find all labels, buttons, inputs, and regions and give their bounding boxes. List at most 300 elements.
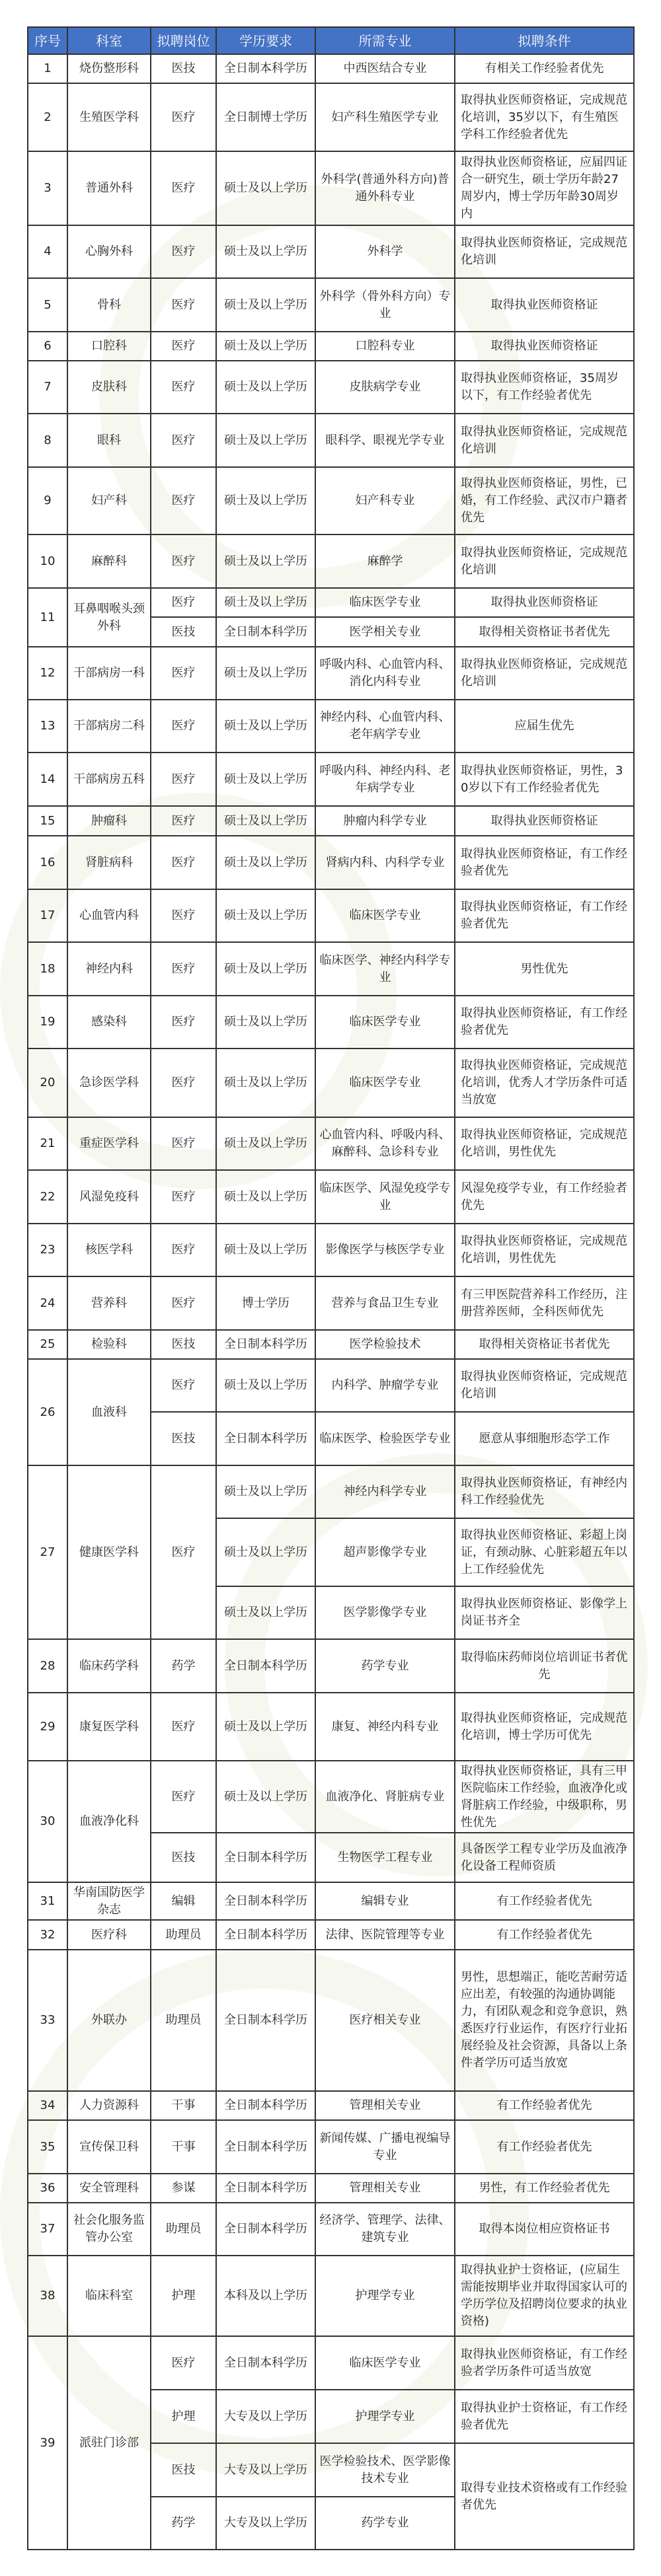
education-cell: 硕士及以上学历 [216,753,315,806]
education-cell: 大专及以上学历 [216,2497,315,2550]
department-name: 妇产科 [67,467,151,534]
education-cell: 硕士及以上学历 [216,1465,315,1518]
education-cell: 硕士及以上学历 [216,1117,315,1170]
table-row [28,1117,634,1170]
education-cell: 硕士及以上学历 [216,1693,315,1761]
major-cell: 医学检验技术 [315,1330,455,1359]
row-number: 28 [28,1639,67,1693]
major-cell: 护理学专业 [315,2256,455,2336]
row-number: 18 [28,942,67,996]
major-cell: 临床医学专业 [315,889,455,942]
major-cell: 临床医学、风湿免疫学专业 [315,1170,455,1224]
table-row [28,942,634,996]
row-number: 17 [28,889,67,942]
row-number: 11 [28,588,67,647]
table-row [28,2091,634,2120]
condition-cell: 取得执业医师资格证，完成规范化培训，男性优先 [455,1117,634,1170]
major-cell: 神经内科学专业 [315,1465,455,1518]
education-cell: 全日制博士学历 [216,83,315,151]
major-cell: 医学影像学专业 [315,1586,455,1639]
education-cell: 硕士及以上学历 [216,1170,315,1224]
education-cell: 硕士及以上学历 [216,1224,315,1276]
education-cell: 硕士及以上学历 [216,647,315,700]
row-number: 8 [28,414,67,467]
row-number: 27 [28,1465,67,1639]
condition-cell: 愿意从事细胞形态学工作 [455,1412,634,1465]
table-row [28,1465,634,1518]
condition-cell: 取得本岗位相应资格证书 [455,2203,634,2256]
position-cell: 医疗 [151,151,216,225]
major-cell: 康复、神经内科专业 [315,1693,455,1761]
table-row [28,836,634,889]
table-header-row [28,27,634,54]
table-row [28,332,634,361]
table-row [28,225,634,278]
major-cell: 影像医学与核医学专业 [315,1224,455,1276]
education-cell: 硕士及以上学历 [216,1359,315,1412]
education-cell: 硕士及以上学历 [216,467,315,534]
row-number: 15 [28,806,67,836]
condition-cell: 取得执业医师资格证，男性，已婚，有工作经验、武汉市户籍者优先 [455,467,634,534]
position-cell: 医疗 [151,83,216,151]
education-cell: 本科及以上学历 [216,2256,315,2336]
education-cell: 硕士及以上学历 [216,1761,315,1833]
condition-cell: 取得执业医师资格证 [455,332,634,361]
condition-cell: 取得专业技术资格或有工作经验者优先 [455,2443,634,2550]
education-cell: 硕士及以上学历 [216,361,315,414]
education-cell: 全日制本科学历 [216,1412,315,1465]
table-row [28,1920,634,1950]
position-cell: 药学 [151,1639,216,1693]
table-row [28,361,634,414]
major-cell: 编辑专业 [315,1882,455,1920]
major-cell: 外科学 [315,225,455,278]
condition-cell: 男性，思想端正，能吃苦耐劳适应出差，有较强的沟通协调能力，有团队观念和竞争意识，熟悉医疗行业运作，有医疗行业拓展经验及社会资源，具备以上条件者学历可适当放宽 [455,1950,634,2091]
position-cell: 干事 [151,2091,216,2120]
education-cell: 全日制本科学历 [216,617,315,647]
department-name: 干部病房一科 [67,647,151,700]
position-cell: 医疗 [151,836,216,889]
department-name: 感染科 [67,996,151,1049]
table-row [28,1761,634,1833]
major-cell: 呼吸内科、神经内科、老年病学专业 [315,753,455,806]
major-cell: 临床医学、检验医学专业 [315,1412,455,1465]
position-cell: 医技 [151,1833,216,1882]
major-cell: 生物医学工程专业 [315,1833,455,1882]
major-cell: 医疗相关专业 [315,1950,455,2091]
row-number: 19 [28,996,67,1049]
position-cell: 助理员 [151,1950,216,2091]
position-cell: 医疗 [151,942,216,996]
condition-cell: 取得执业医师资格证，有工作经验者优先 [455,889,634,942]
education-cell: 硕士及以上学历 [216,1586,315,1639]
education-cell: 全日制本科学历 [216,2120,315,2174]
position-cell: 医疗 [151,996,216,1049]
condition-cell: 有工作经验者优先 [455,2091,634,2120]
condition-cell: 取得执业医师资格证，有神经内科工作经验优先 [455,1465,634,1518]
education-cell: 全日制本科学历 [216,1330,315,1359]
row-number: 10 [28,534,67,588]
major-cell: 肿瘤内科学专业 [315,806,455,836]
department-name: 派驻门诊部 [67,2336,151,2550]
condition-cell: 有工作经验者优先 [455,1882,634,1920]
row-number: 37 [28,2203,67,2256]
condition-cell: 取得执业医师资格证，完成规范化培训 [455,414,634,467]
row-number: 3 [28,151,67,225]
department-name: 普通外科 [67,151,151,225]
department-name: 健康医学科 [67,1465,151,1639]
position-cell: 参谋 [151,2174,216,2203]
major-cell: 超声影像学专业 [315,1518,455,1586]
row-number: 5 [28,278,67,332]
position-cell: 药学 [151,2497,216,2550]
education-cell: 全日制本科学历 [216,2174,315,2203]
education-cell: 硕士及以上学历 [216,588,315,617]
position-cell: 医疗 [151,361,216,414]
major-cell: 眼科学、眼视光学专业 [315,414,455,467]
condition-cell: 取得执业医师资格证，完成规范化培训 [455,1359,634,1412]
education-cell: 博士学历 [216,1276,315,1330]
education-cell: 全日制本科学历 [216,54,315,83]
condition-cell: 有工作经验者优先 [455,1920,634,1950]
row-number: 34 [28,2091,67,2120]
major-cell: 妇产科生殖医学专业 [315,83,455,151]
position-cell: 助理员 [151,1920,216,1950]
table-row [28,889,634,942]
condition-cell: 有工作经验者优先 [455,2120,634,2174]
position-cell: 医疗 [151,647,216,700]
department-name: 心血管内科 [67,889,151,942]
major-cell: 经济学、管理学、法律、建筑专业 [315,2203,455,2256]
recruitment-table [27,26,635,2550]
row-number: 4 [28,225,67,278]
department-name: 眼科 [67,414,151,467]
education-cell: 大专及以上学历 [216,2443,315,2497]
major-cell: 新闻传媒、广播电视编导专业 [315,2120,455,2174]
condition-cell: 取得执业医师资格证，具有三甲医院临床工作经验，血液净化或肾脏病工作经验，中级职称，男性优先 [455,1761,634,1833]
department-name: 外联办 [67,1950,151,2091]
major-cell: 护理学专业 [315,2390,455,2443]
major-cell: 中西医结合专业 [315,54,455,83]
education-cell: 全日制本科学历 [216,1639,315,1693]
major-cell: 管理相关专业 [315,2174,455,2203]
condition-cell: 取得执业医师资格证，完成规范化培训 [455,534,634,588]
position-cell: 编辑 [151,1882,216,1920]
position-cell: 医疗 [151,534,216,588]
major-cell: 心血管内科、呼吸内科、麻醉科、急诊科专业 [315,1117,455,1170]
position-cell: 医疗 [151,1224,216,1276]
header-no: 序号 [28,27,67,54]
position-cell: 医疗 [151,1359,216,1412]
major-cell: 内科学、肿瘤学专业 [315,1359,455,1412]
education-cell: 硕士及以上学历 [216,996,315,1049]
position-cell: 医疗 [151,1049,216,1117]
table-row [28,996,634,1049]
table-row [28,1049,634,1117]
row-number: 6 [28,332,67,361]
department-name: 神经内科 [67,942,151,996]
condition-cell: 应届生优先 [455,700,634,753]
table-row [28,753,634,806]
major-cell: 营养与食品卫生专业 [315,1276,455,1330]
department-name: 临床药学科 [67,1639,151,1693]
position-cell: 医疗 [151,889,216,942]
position-cell: 医疗 [151,278,216,332]
department-name: 麻醉科 [67,534,151,588]
table-row [28,806,634,836]
condition-cell: 取得临床药师岗位培训证书者优先 [455,1639,634,1693]
row-number: 1 [28,54,67,83]
table-row [28,2120,634,2174]
condition-cell: 有相关工作经验者优先 [455,54,634,83]
position-cell: 医疗 [151,1117,216,1170]
row-number: 26 [28,1359,67,1465]
position-cell: 医疗 [151,2336,216,2390]
row-number: 12 [28,647,67,700]
position-cell: 医技 [151,617,216,647]
department-name: 营养科 [67,1276,151,1330]
condition-cell: 取得执业医师资格证，完成规范化培训，男性优先 [455,1224,634,1276]
row-number: 14 [28,753,67,806]
department-name: 烧伤整形科 [67,54,151,83]
position-cell: 医疗 [151,467,216,534]
major-cell: 血液净化、肾脏病专业 [315,1761,455,1833]
position-cell: 医疗 [151,1170,216,1224]
row-number: 9 [28,467,67,534]
header-major: 所需专业 [315,27,455,54]
education-cell: 大专及以上学历 [216,2390,315,2443]
department-name: 重症医学科 [67,1117,151,1170]
row-number: 36 [28,2174,67,2203]
position-cell: 医疗 [151,1465,216,1639]
position-cell: 医技 [151,1412,216,1465]
position-cell: 医疗 [151,700,216,753]
position-cell: 医技 [151,1330,216,1359]
major-cell: 外科学(普通外科方向)普通外科专业 [315,151,455,225]
row-number: 7 [28,361,67,414]
position-cell: 医疗 [151,806,216,836]
row-number: 2 [28,83,67,151]
table-row [28,647,634,700]
condition-cell: 取得执业医师资格证，男性，30岁以下有工作经验者优先 [455,753,634,806]
row-number: 21 [28,1117,67,1170]
education-cell: 硕士及以上学历 [216,942,315,996]
department-name: 耳鼻咽喉头颈外科 [67,588,151,647]
row-number: 32 [28,1920,67,1950]
department-name: 医疗科 [67,1920,151,1950]
education-cell: 硕士及以上学历 [216,332,315,361]
major-cell: 临床医学专业 [315,1049,455,1117]
education-cell: 硕士及以上学历 [216,1518,315,1586]
table-row [28,2203,634,2256]
position-cell: 医疗 [151,414,216,467]
department-name: 临床科室 [67,2256,151,2336]
condition-cell: 取得执业医师资格证，完成规范化培训，博士学历可优先 [455,1693,634,1761]
row-number: 22 [28,1170,67,1224]
row-number: 25 [28,1330,67,1359]
education-cell: 全日制本科学历 [216,1950,315,2091]
education-cell: 全日制本科学历 [216,1833,315,1882]
condition-cell: 取得执业医师资格证，完成规范化培训 [455,225,634,278]
header-position: 拟聘岗位 [151,27,216,54]
position-cell: 医疗 [151,1693,216,1761]
department-name: 康复医学科 [67,1693,151,1761]
major-cell: 管理相关专业 [315,2091,455,2120]
row-number: 16 [28,836,67,889]
position-cell: 助理员 [151,2203,216,2256]
major-cell: 医学检验技术、医学影像技术专业 [315,2443,455,2497]
condition-cell: 取得执业医师资格证、影像学上岗证书齐全 [455,1586,634,1639]
condition-cell: 取得执业医师资格证，有工作经验者学历条件可适当放宽 [455,2336,634,2390]
major-cell: 临床医学专业 [315,588,455,617]
position-cell: 医疗 [151,332,216,361]
condition-cell: 取得相关资格证书者优先 [455,617,634,647]
condition-cell: 男性优先 [455,942,634,996]
department-name: 华南国防医学杂志 [67,1882,151,1920]
position-cell: 医技 [151,2443,216,2497]
position-cell: 护理 [151,2256,216,2336]
condition-cell: 取得执业医师资格证，完成规范化培训，35岁以下，有生殖医学科工作经验者优先 [455,83,634,151]
education-cell: 全日制本科学历 [216,2091,315,2120]
major-cell: 肾病内科、内科学专业 [315,836,455,889]
condition-cell: 取得执业护士资格证，有工作经验者优先 [455,2390,634,2443]
major-cell: 呼吸内科、心血管内科、消化内科专业 [315,647,455,700]
condition-cell: 取得相关资格证书者优先 [455,1330,634,1359]
table-row [28,54,634,83]
department-name: 安全管理科 [67,2174,151,2203]
table-row [28,1950,634,2091]
row-number: 30 [28,1761,67,1882]
table-row [28,1639,634,1693]
table-row [28,1170,634,1224]
condition-cell: 取得执业医师资格证，应届四证合一研究生，硕士学历年龄27周岁内，博士学历年龄30周岁内 [455,151,634,225]
table-row [28,2174,634,2203]
condition-cell: 取得执业医师资格证 [455,278,634,332]
row-number: 31 [28,1882,67,1920]
row-number: 13 [28,700,67,753]
education-cell: 全日制本科学历 [216,2203,315,2256]
major-cell: 医学相关专业 [315,617,455,647]
row-number: 33 [28,1950,67,2091]
department-name: 肿瘤科 [67,806,151,836]
row-number: 20 [28,1049,67,1117]
department-name: 心胸外科 [67,225,151,278]
education-cell: 硕士及以上学历 [216,225,315,278]
condition-cell: 取得执业医师资格证 [455,588,634,617]
position-cell: 医疗 [151,753,216,806]
department-name: 口腔科 [67,332,151,361]
header-education: 学历要求 [216,27,315,54]
condition-cell: 取得执业护士资格证，(应届生需能按期毕业并取得国家认可的学历学位及招聘岗位要求的执业资格) [455,2256,634,2336]
row-number: 39 [28,2336,67,2550]
row-number: 24 [28,1276,67,1330]
department-name: 骨科 [67,278,151,332]
table-row [28,414,634,467]
education-cell: 硕士及以上学历 [216,806,315,836]
condition-cell: 取得执业医师资格证，有工作经验者优先 [455,836,634,889]
table-row [28,588,634,617]
major-cell: 外科学（骨外科方向）专业 [315,278,455,332]
header-condition: 拟聘条件 [455,27,634,54]
position-cell: 医疗 [151,1761,216,1833]
position-cell: 干事 [151,2120,216,2174]
condition-cell: 取得执业医师资格证，完成规范化培训 [455,647,634,700]
row-number: 29 [28,1693,67,1761]
condition-cell: 取得执业医师资格证 [455,806,634,836]
table-row [28,1882,634,1920]
table-row [28,467,634,534]
row-number: 38 [28,2256,67,2336]
department-name: 人力资源科 [67,2091,151,2120]
table-row [28,1224,634,1276]
position-cell: 护理 [151,2390,216,2443]
department-name: 血液科 [67,1359,151,1465]
table-row [28,83,634,151]
condition-cell: 风湿免疫学专业，有工作经验者优先 [455,1170,634,1224]
major-cell: 临床医学、神经内科学专业 [315,942,455,996]
education-cell: 硕士及以上学历 [216,534,315,588]
department-name: 生殖医学科 [67,83,151,151]
department-name: 核医学科 [67,1224,151,1276]
department-name: 宣传保卫科 [67,2120,151,2174]
major-cell: 法律、医院管理等专业 [315,1920,455,1950]
department-name: 社会化服务监管办公室 [67,2203,151,2256]
department-name: 肾脏病科 [67,836,151,889]
row-number: 35 [28,2120,67,2174]
table-row [28,1330,634,1359]
major-cell: 皮肤病学专业 [315,361,455,414]
table-row [28,278,634,332]
table-row [28,700,634,753]
education-cell: 硕士及以上学历 [216,700,315,753]
position-cell: 医疗 [151,588,216,617]
table-row [28,1359,634,1412]
position-cell: 医疗 [151,1276,216,1330]
department-name: 干部病房二科 [67,700,151,753]
education-cell: 硕士及以上学历 [216,414,315,467]
position-cell: 医技 [151,54,216,83]
department-name: 皮肤科 [67,361,151,414]
major-cell: 麻醉学 [315,534,455,588]
condition-cell: 取得执业医师资格证，有工作经验者优先 [455,996,634,1049]
table-row [28,534,634,588]
education-cell: 全日制本科学历 [216,1882,315,1920]
education-cell: 硕士及以上学历 [216,889,315,942]
condition-cell: 取得执业医师资格证、彩超上岗证，有颈动脉、心脏彩超五年以上工作经验优先 [455,1518,634,1586]
header-dept: 科室 [67,27,151,54]
department-name: 干部病房五科 [67,753,151,806]
table-row [28,2256,634,2336]
condition-cell: 男性，有工作经验者优先 [455,2174,634,2203]
table-row [28,1693,634,1761]
condition-cell: 具备医学工程专业学历及血液净化设备工程师资质 [455,1833,634,1882]
education-cell: 全日制本科学历 [216,1920,315,1950]
table-row [28,2336,634,2390]
major-cell: 妇产科专业 [315,467,455,534]
position-cell: 医疗 [151,225,216,278]
education-cell: 硕士及以上学历 [216,836,315,889]
row-number: 23 [28,1224,67,1276]
department-name: 检验科 [67,1330,151,1359]
major-cell: 临床医学专业 [315,2336,455,2390]
major-cell: 临床医学专业 [315,996,455,1049]
condition-cell: 有三甲医院营养科工作经历，注册营养医师，全科医师优先 [455,1276,634,1330]
department-name: 风湿免疫科 [67,1170,151,1224]
major-cell: 口腔科专业 [315,332,455,361]
department-name: 血液净化科 [67,1761,151,1882]
education-cell: 硕士及以上学历 [216,278,315,332]
education-cell: 硕士及以上学历 [216,151,315,225]
